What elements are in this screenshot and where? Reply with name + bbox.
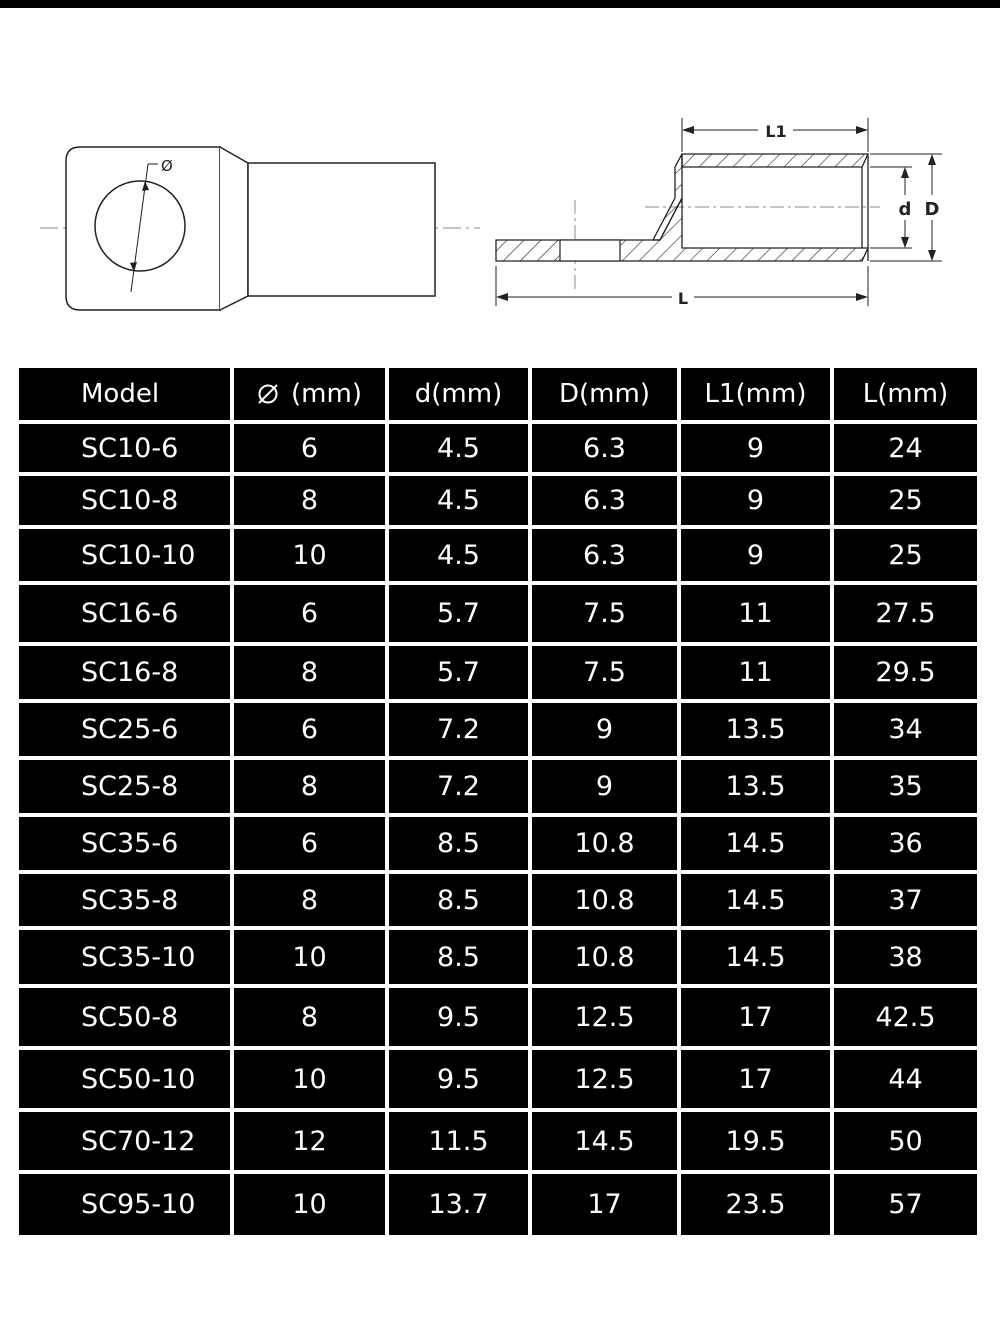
lug-transition [220,147,248,310]
model-cell: SC50-10 [19,1050,230,1108]
diameter-cell: 6 [234,585,385,642]
l1-cell: 23.5 [681,1174,830,1235]
front-view [40,147,480,310]
l1-cell: 14.5 [681,930,830,984]
table-row [19,476,977,525]
lug-barrel [248,163,435,296]
l1-cell: 14.5 [681,874,830,926]
model-cell: SC35-10 [19,930,230,984]
big-d-arrow-top [928,154,936,165]
d-cell: 4.5 [389,476,528,525]
d-cell: 7.2 [389,703,528,756]
table-row [19,930,977,984]
model-cell: SC25-8 [19,760,230,813]
diameter-cell: 10 [234,930,385,984]
d-cell: 8.5 [389,930,528,984]
l1-cell: 17 [681,988,830,1046]
d-cell: 4.5 [389,424,528,472]
diameter-cell: 10 [234,1050,385,1108]
terminal-lug-drawing [0,0,1000,360]
diameter-cell: 6 [234,424,385,472]
l-cell: 35 [834,760,977,813]
l-arrow-right [856,293,868,301]
big-d-cell: 10.8 [532,930,677,984]
model-cell: SC16-8 [19,646,230,699]
table-row [19,874,977,926]
model-cell: SC95-10 [19,1174,230,1235]
d-cell: 9.5 [389,988,528,1046]
diameter-cell: 8 [234,760,385,813]
l-cell: 37 [834,874,977,926]
l-cell: 38 [834,930,977,984]
big-d-cell: 7.5 [532,646,677,699]
l-label: L [677,289,689,308]
l-cell: 42.5 [834,988,977,1046]
specification-table [15,364,981,1239]
big-d-label: D [924,199,940,220]
barrel-top-wall [682,154,868,167]
l1-cell: 9 [681,424,830,472]
table-row [19,1174,977,1235]
l1-cell: 14.5 [681,817,830,870]
big-d-cell: 12.5 [532,1050,677,1108]
header-l: L(mm) [834,368,977,420]
l-cell: 24 [834,424,977,472]
table-row [19,424,977,472]
l-cell: 44 [834,1050,977,1108]
d-cell: 13.7 [389,1174,528,1235]
l1-cell: 11 [681,646,830,699]
table-row [19,529,977,581]
model-cell: SC16-6 [19,585,230,642]
d-cell: 5.7 [389,646,528,699]
l1-label: L1 [765,122,787,141]
table-body [19,424,977,1235]
model-cell: SC35-6 [19,817,230,870]
model-cell: SC25-6 [19,703,230,756]
l-cell: 57 [834,1174,977,1235]
diameter-symbol-icon [257,383,279,405]
model-cell: SC10-10 [19,529,230,581]
table-row [19,646,977,699]
d-cell: 5.7 [389,585,528,642]
l1-cell: 11 [681,585,830,642]
l-cell: 25 [834,476,977,525]
l1-cell: 19.5 [681,1112,830,1170]
diameter-cell: 12 [234,1112,385,1170]
big-d-cell: 7.5 [532,585,677,642]
l-cell: 50 [834,1112,977,1170]
l1-arrow-left [682,126,694,134]
d-label: d [898,199,912,220]
big-d-cell: 6.3 [532,476,677,525]
big-d-cell: 10.8 [532,874,677,926]
table-row [19,1050,977,1108]
l-cell: 25 [834,529,977,581]
l-cell: 36 [834,817,977,870]
diameter-cell: 8 [234,646,385,699]
big-d-cell: 9 [532,703,677,756]
big-d-cell: 6.3 [532,424,677,472]
table-row [19,817,977,870]
model-cell: SC35-8 [19,874,230,926]
big-d-cell: 9 [532,760,677,813]
diameter-label: Ø [161,157,173,175]
l1-cell: 9 [681,476,830,525]
header-d: d(mm) [389,368,528,420]
l1-cell: 17 [681,1050,830,1108]
model-cell: SC50-8 [19,988,230,1046]
l-cell: 29.5 [834,646,977,699]
d-arrow-top [901,167,909,178]
tongue-and-bottom-wall [496,198,868,261]
big-d-cell: 17 [532,1174,677,1235]
diameter-cell: 8 [234,874,385,926]
table-row [19,988,977,1046]
model-cell: SC10-8 [19,476,230,525]
d-cell: 7.2 [389,760,528,813]
l1-arrow-right [856,126,868,134]
big-d-arrow-bottom [928,250,936,261]
diameter-cell: 8 [234,476,385,525]
diameter-cell: 6 [234,817,385,870]
big-d-cell: 10.8 [532,817,677,870]
d-cell: 8.5 [389,817,528,870]
model-cell: SC10-6 [19,424,230,472]
header-big-d: D(mm) [532,368,677,420]
model-cell: SC70-12 [19,1112,230,1170]
header-diameter-unit: (mm) [291,379,362,409]
diameter-cell: 10 [234,1174,385,1235]
l-cell: 27.5 [834,585,977,642]
header-model: Model [19,368,230,420]
table-row [19,703,977,756]
l1-cell: 13.5 [681,703,830,756]
side-view [496,118,942,308]
tongue-hole-section [560,240,620,261]
l1-cell: 9 [681,529,830,581]
d-arrow-bottom [901,237,909,248]
diameter-cell: 6 [234,703,385,756]
table-row [19,1112,977,1170]
table-header-row [19,368,977,420]
l-cell: 34 [834,703,977,756]
l1-cell: 13.5 [681,760,830,813]
d-cell: 4.5 [389,529,528,581]
table-row [19,760,977,813]
l-arrow-left [496,293,508,301]
big-d-cell: 14.5 [532,1112,677,1170]
diameter-cell: 10 [234,529,385,581]
d-cell: 9.5 [389,1050,528,1108]
big-d-cell: 6.3 [532,529,677,581]
header-l1: L1(mm) [681,368,830,420]
header-diameter [234,368,385,420]
big-d-cell: 12.5 [532,988,677,1046]
d-cell: 8.5 [389,874,528,926]
d-cell: 11.5 [389,1112,528,1170]
diameter-cell: 8 [234,988,385,1046]
table-row [19,585,977,642]
